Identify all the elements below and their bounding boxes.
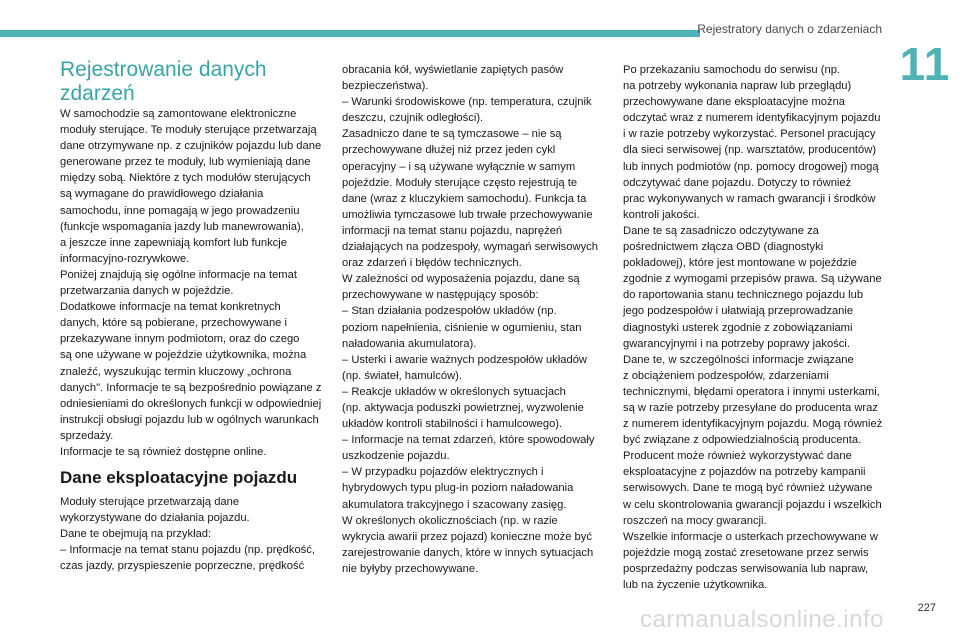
- paragraph: Poniżej znajdują się ogólne informacje na temat przetwarzania danych w pojeździe.: [60, 268, 297, 298]
- chapter-tab: [890, 30, 960, 98]
- paragraph: Dodatkowe informacje na temat konkretnych danych, które są pobierane, przechowywane i przekazywane innym podmiotom, oraz do czego są one używane w pojeździe użytkownika, można znaleźć, wyszukując termin kluczowy „ochrona danych". Informacje te są bezpośrednio powiązane z odniesieniami do określonych funkcji w odpowiedniej instrukcji obsługi pojazdu lub w ogólnych warunkach sprzedaży.: [60, 301, 322, 442]
- list-item: – W przypadku pojazdów elektrycznych i hybrydowych typu plug-in poziom naładowania akumulatora trakcyjnego i szacowany zasięg.: [342, 466, 574, 511]
- paragraph: Producent może również wykorzystywać dane eksploatacyjne z pojazdów na potrzeby kampanii serwisowych. Dane te mogą być również używane w celu skontrolowania gwarancji pojazdu i wszelkich roszczeń na mocy gwarancji.: [623, 450, 882, 527]
- chapter-number: 11: [899, 38, 951, 90]
- column-3: [623, 62, 888, 593]
- page-number: 227: [917, 602, 936, 614]
- paragraph: Zasadniczo dane te są tymczasowe – nie są przechowywane dłużej niż przez jeden cykl operacyjny – i są używane wyłącznie w samym pojeździe. Moduły sterujące często rejestrują te dane (wraz z kluczykiem samochodu). Funkcja ta umożliwia tymczasowe lub trwałe przechowywanie informacji na temat stanu pojazdu, naprężeń działających na podzespoły, wymagań serwisowych oraz zdarzeń i błędów technicznych.: [342, 128, 598, 270]
- column-2: [342, 62, 607, 577]
- list-item: – Stan działania podzespołów układów (np. poziom napełnienia, ciśnienie w ogumieniu, stan naładowania akumulatora).: [342, 305, 582, 350]
- list-item: – Informacje na temat zdarzeń, które spowodowały uszkodzenie pojazdu.: [342, 434, 595, 463]
- paragraph: W określonych okolicznościach (np. w razie wykrycia awarii przez pojazd) konieczne może być zarejestrowanie danych, które w innych sytuacjach nie byłyby przechowywane.: [342, 514, 594, 575]
- list-item: – Usterki i awarie ważnych podzespołów układów (np. świateł, hamulców).: [342, 353, 587, 382]
- paragraph: W samochodzie są zamontowane elektroniczne moduły sterujące. Te moduły sterujące przetwarzają dane otrzymywane np. z czujników pojazdu lub dane generowane przez te moduły, lub wymieniają dane między sobą. Niektóre z tych modułów sterujących są wymagane do prawidłowego działania samochodu, inne pomagają w jego prowadzeniu (funkcje wspomagania jazdy lub manewrowania), a jeszcze inne zapewniają komfort lub funkcje informacyjno-rozrywkowe.: [60, 108, 322, 265]
- list-item: – Warunki środowiskowe (np. temperatura, czujnik deszczu, czujnik odległości).: [342, 96, 592, 125]
- paragraph: Dane te są zasadniczo odczytywane za pośrednictwem złącza OBD (diagnostyki pokładowej), które jest montowane w pojeździe zgodnie z wymogami przepisów prawa. Są używane do raportowania stanu technicznego pojazdu lub jego podzespołów i ułatwiają przeprowadzanie diagnostyki usterek zgodnie z zobowiązaniami gwarancyjnymi i na potrzeby poprawy jakości.: [623, 224, 882, 350]
- paragraph: obracania kół, wyświetlanie zapiętych pasów bezpieczeństwa).: [342, 64, 564, 93]
- list-item: – Reakcje układów w określonych sytuacjach (np. aktywacja poduszki powietrznej, wyzwolenie układów kontroli stabilności i hamulcowego).: [342, 385, 584, 431]
- column-1: [60, 58, 325, 575]
- header-accent-bar: [0, 30, 700, 37]
- paragraph: Po przekazaniu samochodu do serwisu (np. na potrzeby wykonania napraw lub przeglądu) przechowywane dane eksploatacyjne można odczytać wraz z numerem identyfikacyjnym pojazdu i w razie potrzeby wykorzystać. Personel pracujący dla sieci serwisowej (np. warsztatów, producentów) lub innych podmiotów (np. pomocy drogowej) mogą odczytywać dane pojazdu. Dotyczy to również prac wykonywanych w ramach gwarancji i środków kontroli jakości.: [623, 64, 881, 221]
- paragraph: Moduły sterujące przetwarzają dane wykorzystywane do działania pojazdu.: [60, 496, 250, 525]
- paragraph: Informacje te są również dostępne online.: [60, 445, 267, 458]
- watermark: carmanualsonline.info: [640, 606, 884, 633]
- paragraph: Wszelkie informacje o usterkach przechowywane w pojeździe mogą zostać zresetowane przez serwis posprzedażny podczas serwisowania lub napraw, lub na życzenie użytkownika.: [623, 530, 878, 591]
- paragraph: Dane te obejmują na przykład:: [60, 528, 212, 541]
- paragraph: Dane te, w szczególności informacje związane z obciążeniem podzespołów, zdarzeniami technicznymi, błędami operatora i innymi usterkami, są w razie potrzeby przesyłane do producenta wraz z numerem identyfikacyjnym pojazdu. Mogą również być związane z odpowiedzialnością producenta.: [623, 353, 883, 447]
- section-title: Rejestrowanie danych zdarzeń: [60, 58, 267, 105]
- running-header: Rejestratory danych o zdarzeniach: [697, 22, 882, 36]
- list-item: – Informacje na temat stanu pojazdu (np. prędkość, czas jazdy, przyspieszenie poprzeczne, prędkość: [60, 544, 315, 573]
- paragraph: W zależności od wyposażenia pojazdu, dane są przechowywane w następujący sposób:: [342, 273, 580, 302]
- section-subtitle: Dane eksploatacyjne pojazdu: [60, 468, 298, 488]
